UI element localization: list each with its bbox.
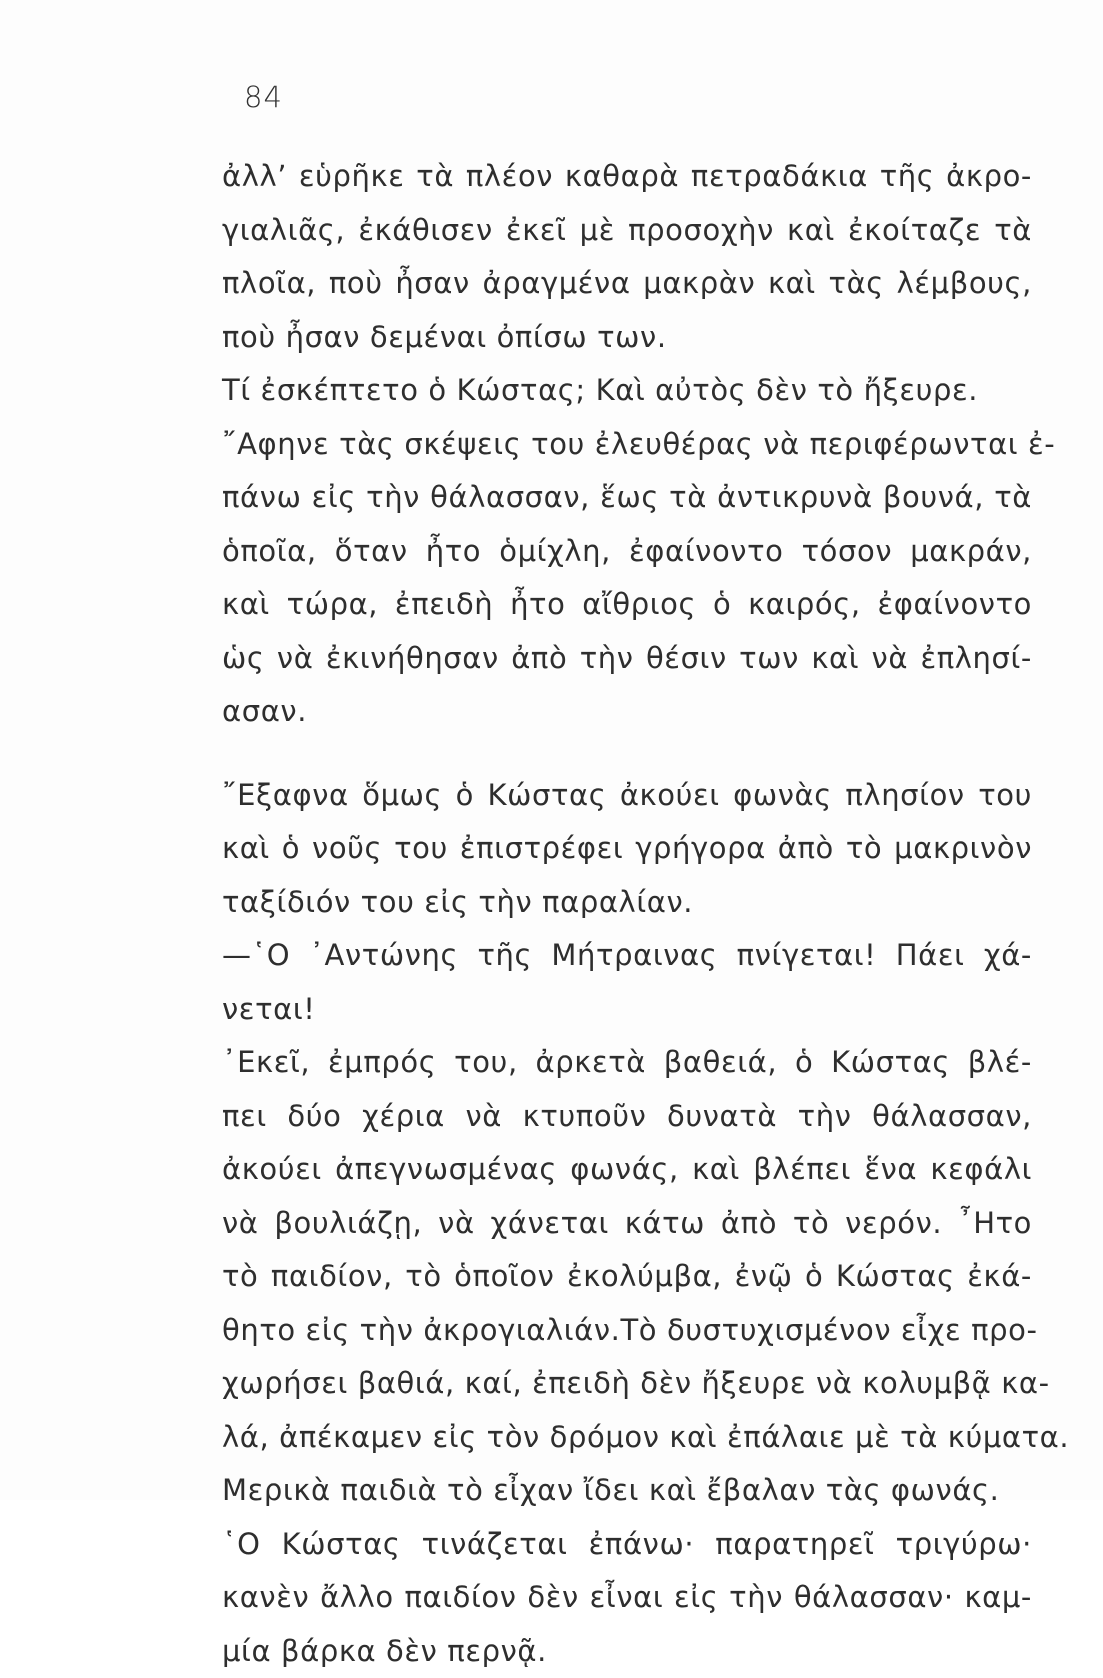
text-line: νὰ βουλιάζῃ, νὰ χάνεται κάτω ἀπὸ τὸ νερόν. ῏Ητο [222,1197,1032,1251]
text-line: ῎Αφηνε τὰς σκέψεις του ἐλευθέρας νὰ περιφέρωνται ἐ- [222,418,1032,472]
text-line: πάνω εἰς τὴν θάλασσαν, ἕως τὰ ἀντικρυνὰ βουνά, τὰ [222,471,1032,525]
text-line: λά, ἀπέκαμεν εἰς τὸν δρόμον καὶ ἐπάλαιε μὲ τὰ κύματα. [222,1411,1032,1465]
page-number: 84 [244,80,283,114]
text-line: γιαλιᾶς, ἐκάθισεν ἐκεῖ μὲ προσοχὴν καὶ ἐκοίταζε τὰ [222,204,1032,258]
text-line: ᾿Εκεῖ, ἐμπρός του, ἀρκετὰ βαθειά, ὁ Κώστας βλέ- [222,1036,1032,1090]
text-line: ποὺ ἦσαν δεμέναι ὀπίσω των. [222,311,1032,365]
text-line: ασαν. [222,685,1032,739]
text-line: ταξίδιόν του εἰς τὴν παραλίαν. [222,876,1032,930]
text-line: κανὲν ἄλλο παιδίον δὲν εἶναι εἰς τὴν θάλασσαν· καμ- [222,1571,1032,1625]
text-line: —῾Ο ᾿Αντώνης τῆς Μήτραινας πνίγεται! Πάει χά- [222,929,1032,983]
text-line: Μερικὰ παιδιὰ τὸ εἶχαν ἴδει καὶ ἔβαλαν τὰς φωνάς. [222,1464,1032,1518]
text-line: πει δύο χέρια νὰ κτυποῦν δυνατὰ τὴν θάλασσαν, [222,1090,1032,1144]
text-line: ὡς νὰ ἐκινήθησαν ἀπὸ τὴν θέσιν των καὶ νὰ ἐπλησί- [222,632,1032,686]
text-line: ῾Ο Κώστας τινάζεται ἐπάνω· παρατηρεῖ τριγύρω· [222,1518,1032,1572]
body-text [222,150,1032,1678]
text-line: νεται! [222,983,1032,1037]
text-line: τὸ παιδίον, τὸ ὁποῖον ἐκολύμβα, ἐνῷ ὁ Κώστας ἐκά- [222,1250,1032,1304]
text-line: μία βάρκα δὲν περνᾷ. [222,1625,1032,1678]
text-line: χωρήσει βαθιά, καί, ἐπειδὴ δὲν ἤξευρε νὰ κολυμβᾷ κα- [222,1357,1032,1411]
text-line: καὶ ὁ νοῦς του ἐπιστρέφει γρήγορα ἀπὸ τὸ μακρινὸν [222,822,1032,876]
text-line: ὁποῖα, ὅταν ἦτο ὁμίχλη, ἐφαίνοντο τόσον μακράν, [222,525,1032,579]
text-line: πλοῖα, ποὺ ἦσαν ἀραγμένα μακρὰν καὶ τὰς λέμβους, [222,257,1032,311]
text-line: θητο εἰς τὴν ἀκρογιαλιάν.Τὸ δυστυχισμένον εἶχε προ- [222,1304,1032,1358]
text-line: Τί ἐσκέπτετο ὁ Κώστας; Καὶ αὐτὸς δὲν τὸ ἤξευρε. [222,364,1032,418]
text-line: ἀκούει ἀπεγνωσμένας φωνάς, καὶ βλέπει ἕνα κεφάλι [222,1143,1032,1197]
text-line: καὶ τώρα, ἐπειδὴ ἦτο αἴθριος ὁ καιρός, ἐφαίνοντο [222,578,1032,632]
text-line: ῎Εξαφνα ὅμως ὁ Κώστας ἀκούει φωνὰς πλησίον του [222,769,1032,823]
text-line: ἀλλ’ εὑρῆκε τὰ πλέον καθαρὰ πετραδάκια τῆς ἀκρο- [222,150,1032,204]
paragraph-gap [222,739,1032,769]
